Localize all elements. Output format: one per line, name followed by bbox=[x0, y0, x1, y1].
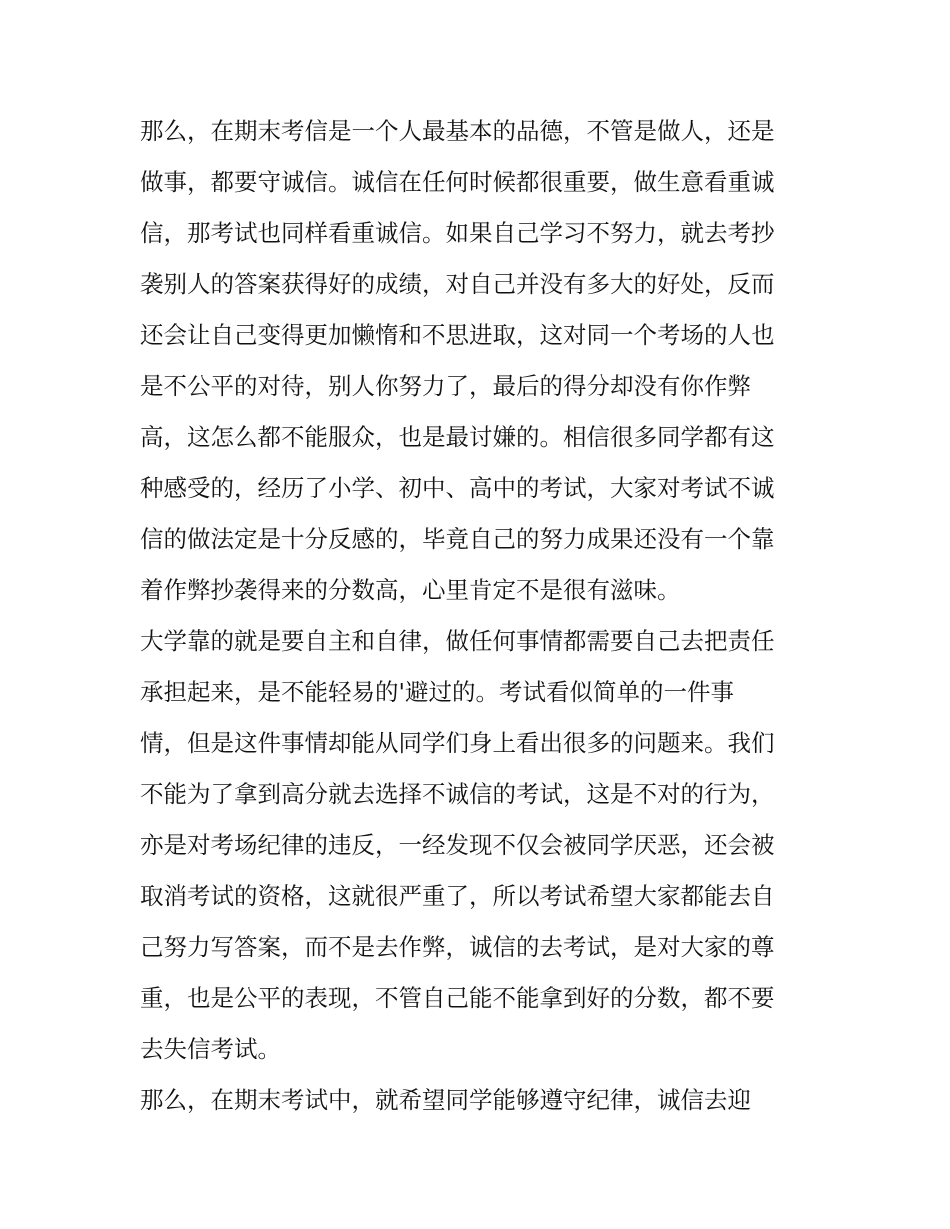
text-line: 还会让自己变得更加懒惰和不思进取，这对同一个考场的人也 bbox=[140, 321, 775, 349]
text-line: 己努力写答案，而不是去作弊，诚信的去考试，是对大家的尊 bbox=[140, 933, 775, 961]
text-line: 取消考试的资格，这就很严重了，所以考试希望大家都能去自 bbox=[140, 882, 775, 910]
text-line: 袭别人的答案获得好的成绩，对自己并没有多大的好处，反而 bbox=[140, 270, 775, 298]
text-line: 是不公平的对待，别人你努力了，最后的得分却没有你作弊 bbox=[140, 372, 751, 400]
text-line: 做事，都要守诚信。诚信在任何时候都很重要，做生意看重诚 bbox=[140, 168, 775, 196]
text-line: 那么，在期末考信是一个人最基本的品德，不管是做人，还是 bbox=[140, 117, 775, 145]
text-line: 亦是对考场纪律的违反，一经发现不仅会被同学厌恶，还会被 bbox=[140, 831, 775, 859]
text-line: 承担起来，是不能轻易的'避过的。考试看似简单的一件事 bbox=[140, 678, 734, 706]
body-text bbox=[140, 106, 820, 1126]
text-line: 大学靠的就是要自主和自律，做任何事情都需要自己去把责任 bbox=[140, 627, 775, 655]
text-line: 着作弊抄袭得来的分数高，心里肯定不是很有滋味。 bbox=[140, 576, 681, 604]
text-line: 重，也是公平的表现，不管自己能不能拿到好的分数，都不要 bbox=[140, 984, 775, 1012]
text-line: 信的做法定是十分反感的，毕竟自己的努力成果还没有一个靠 bbox=[140, 525, 775, 553]
text-line: 不能为了拿到高分就去选择不诚信的考试，这是不对的行为， bbox=[140, 780, 775, 808]
text-line: 高，这怎么都不能服众，也是最讨嫌的。相信很多同学都有这 bbox=[140, 423, 775, 451]
text-line: 去失信考试。 bbox=[140, 1035, 281, 1063]
text-line: 信，那考试也同样看重诚信。如果自己学习不努力，就去考抄 bbox=[140, 219, 775, 247]
text-line: 种感受的，经历了小学、初中、高中的考试，大家对考试不诚 bbox=[140, 474, 775, 502]
text-line: 情，但是这件事情却能从同学们身上看出很多的问题来。我们 bbox=[140, 729, 775, 757]
text-line: 那么，在期末考试中，就希望同学能够遵守纪律，诚信去迎 bbox=[140, 1086, 751, 1114]
